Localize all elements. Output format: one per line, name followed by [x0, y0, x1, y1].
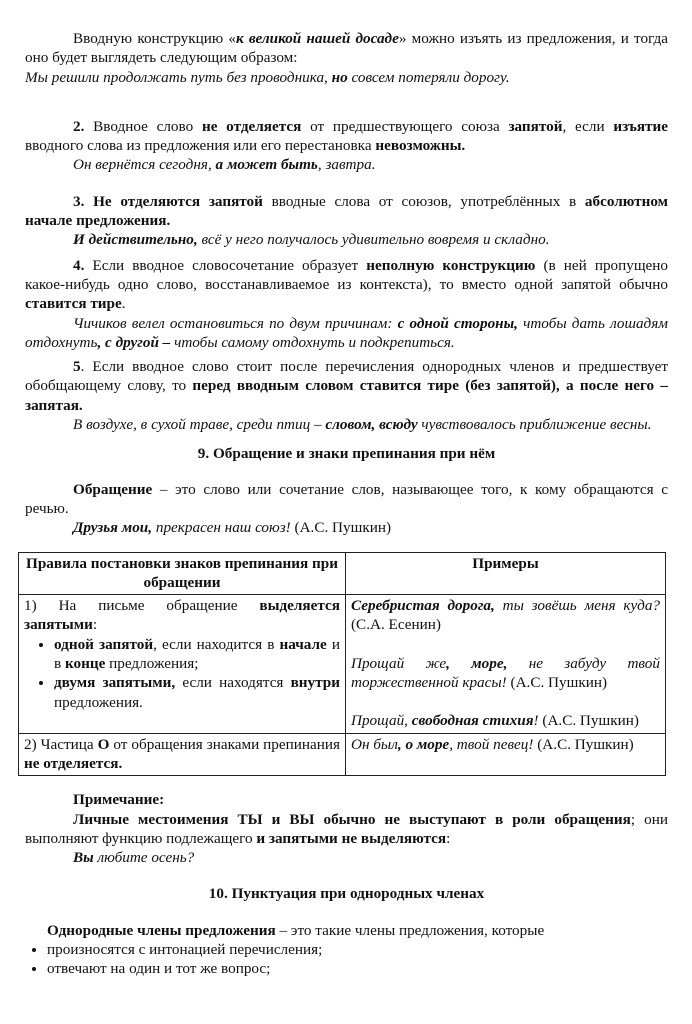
text-run: чтобы самому отдохнуть и подкрепиться.	[170, 333, 455, 351]
text-run: Однородные члены предложения	[47, 921, 276, 939]
text-run: (А.С. Пушкин)	[533, 735, 634, 753]
text-run: , завтра.	[317, 156, 376, 174]
text-run: прекрасен наш союз!	[152, 519, 291, 537]
section-heading-9: 9. Обращение и знаки препинания при нём	[197, 445, 496, 463]
text-run: ты зовёшь меня куда?	[494, 597, 661, 615]
text-run: (С.А. Есенин)	[351, 616, 441, 634]
table-cell-examples	[346, 595, 666, 733]
text-run: (в ней пропущено какое-нибудь одно слово, восстанавливаемое из контекста), то вместо одной запятой обычно	[25, 256, 669, 293]
text-run: от обращения знаками препинания	[109, 735, 341, 753]
rule-3	[25, 192, 668, 231]
punctuation-rules-table	[18, 552, 666, 777]
example-rule-2	[25, 155, 668, 174]
text-run: . Если вводное слово стоит после перечисления однородных членов и предшествует обобщающему слову, то	[25, 358, 668, 395]
text-run: Он был	[351, 735, 398, 753]
text-run: Мы решили продолжать путь без проводника,	[25, 68, 332, 86]
text-run: двумя запятыми,	[54, 674, 176, 692]
text-run: , если	[562, 117, 614, 135]
example-text	[351, 654, 660, 693]
example-text	[351, 596, 660, 635]
rule-4	[25, 256, 668, 314]
table-row	[19, 595, 666, 733]
list-item	[54, 673, 340, 712]
note-example	[25, 848, 668, 867]
paragraph-intro	[25, 29, 668, 68]
text-run: абсолютном начале предложения.	[25, 192, 668, 230]
text-run: !	[533, 712, 539, 730]
text-run: а может быть	[215, 156, 318, 174]
table-cell-examples	[346, 733, 666, 776]
rule-text	[24, 596, 340, 635]
text-run: к великой нашей досаде	[235, 30, 399, 47]
text-run: Вводное слово	[84, 117, 202, 135]
text-run: 1) На письме обращение	[24, 597, 260, 615]
table-row	[19, 733, 666, 776]
text-run: свободная стихия	[411, 712, 534, 730]
text-run: ставится тире	[25, 295, 122, 313]
text-run: перед вводным словом ставится тире (без запятой), а после него – запятая.	[25, 377, 668, 414]
text-run: чувствовалось приближение весны.	[417, 416, 652, 434]
text-run: невозможны.	[375, 137, 466, 155]
table-header-rules: Правила постановки знаков препинания при обращении	[19, 552, 346, 595]
text-run: и запятыми не выделяются	[256, 829, 447, 847]
text-run: не отделяется.	[24, 754, 123, 772]
table-cell-rule	[19, 733, 346, 776]
text-run: одной запятой	[54, 635, 154, 653]
text-run: :	[92, 616, 98, 634]
text-run: и в	[54, 635, 340, 673]
table-header-row	[19, 552, 666, 595]
rule-2	[25, 117, 668, 156]
example-intro	[25, 68, 668, 87]
text-run: И действительно,	[73, 231, 198, 249]
text-run: Серебристая дорога,	[351, 597, 495, 615]
text-run: (А.С. Пушкин)	[538, 712, 639, 730]
homogeneous-list	[25, 940, 668, 979]
text-run: 5	[73, 358, 81, 376]
example-rule-3	[25, 230, 668, 249]
text-run: (А.С. Пушкин)	[506, 674, 608, 692]
text-run: но	[331, 68, 348, 86]
text-run: , если находится в	[153, 635, 280, 653]
list-item	[54, 635, 340, 674]
text-run: Личные местоимения ТЫ и ВЫ обычно не выступают в роли обращения	[73, 810, 631, 828]
text-run: .	[121, 295, 126, 313]
text-run: выделяется запятыми	[24, 597, 340, 634]
text-run: Друзья мои,	[73, 519, 153, 537]
rule-5	[25, 357, 668, 415]
text-run: Вы	[73, 849, 94, 867]
text-run: Если вводное словосочетание образует	[84, 256, 367, 274]
text-run: начале	[279, 635, 327, 653]
example-rule-4	[25, 314, 668, 353]
text-run: Обращение	[73, 480, 153, 498]
text-run: ; они выполняют функцию подлежащего	[25, 810, 668, 847]
text-run: 2) Частица	[24, 735, 98, 753]
text-run: Он вернётся сегодня,	[73, 156, 216, 174]
text-run: вводные слова от союзов, употреблённых в	[262, 192, 585, 210]
text-run: , о море	[397, 735, 450, 753]
text-run: от предшествующего союза	[301, 117, 509, 135]
text-run: вводного слова из предложения или его перестановка	[25, 137, 376, 155]
text-run: внутри	[290, 674, 340, 692]
text-run: :	[446, 829, 451, 847]
text-run: Прощай же	[351, 654, 447, 672]
text-run: конце	[64, 655, 106, 673]
text-run: Чичиков велел остановиться по двум причинам:	[73, 314, 398, 332]
text-run: (А.С. Пушкин)	[290, 519, 392, 537]
text-run: изъятие	[613, 117, 668, 135]
definition-homogeneous	[25, 921, 668, 940]
text-run: не забуду твой торжественной красы!	[351, 654, 660, 692]
section-heading-10: 10. Пунктуация при однородных членах	[208, 885, 485, 903]
list-item: • произносятся с интонацией перечисления;	[47, 940, 668, 959]
text-run: Примечание:	[73, 791, 165, 809]
text-run: неполную конструкцию	[366, 256, 536, 274]
text-run: , твой певец!	[449, 735, 534, 753]
definition-obrashchenie	[25, 480, 668, 519]
example-rule-5	[25, 415, 668, 434]
text-run: » можно изъять из предложения, и тогда оно будет выглядеть следующим образом:	[25, 30, 668, 67]
text-run: – это слово или сочетание слов, называющее того, к кому обращаются с речью.	[25, 480, 668, 517]
text-run: не отделяется	[201, 117, 302, 135]
text-run: чтобы дать лошадям отдохнуть	[25, 314, 668, 351]
text-run: совсем потеряли дорогу.	[347, 68, 510, 86]
text-run: словом, всюду	[325, 416, 418, 434]
text-run: Прощай,	[351, 712, 412, 730]
table-cell-rule	[19, 595, 346, 733]
text-run: Вводную конструкцию «	[73, 30, 236, 47]
text-run: всё у него получалось удивительно вовремя и складно.	[197, 231, 550, 249]
text-run: – это такие члены предложения, которые	[275, 921, 545, 939]
text-run: 3. Не отделяются запятой	[73, 192, 263, 210]
text-run: В воздухе, в сухой траве, среди птиц –	[73, 416, 326, 434]
text-run: запятой	[508, 117, 563, 135]
text-run: , море,	[446, 654, 508, 672]
note-text	[25, 810, 668, 849]
text-run: О	[97, 735, 110, 753]
example-obrashchenie	[25, 518, 668, 537]
list-item: • отвечают на один и тот же вопрос;	[47, 959, 668, 978]
text-run: с одной стороны,	[397, 314, 518, 332]
example-text	[351, 711, 660, 730]
note-title	[25, 790, 668, 809]
text-run: , с другой –	[97, 333, 171, 351]
text-run: предложения.	[54, 693, 143, 711]
text-run: 2.	[73, 117, 85, 135]
text-run: если находятся	[175, 674, 291, 692]
text-run: любите осень?	[93, 849, 195, 867]
table-header-examples: Примеры	[346, 552, 666, 595]
text-run: 4.	[73, 256, 85, 274]
text-run: предложения;	[105, 655, 199, 673]
